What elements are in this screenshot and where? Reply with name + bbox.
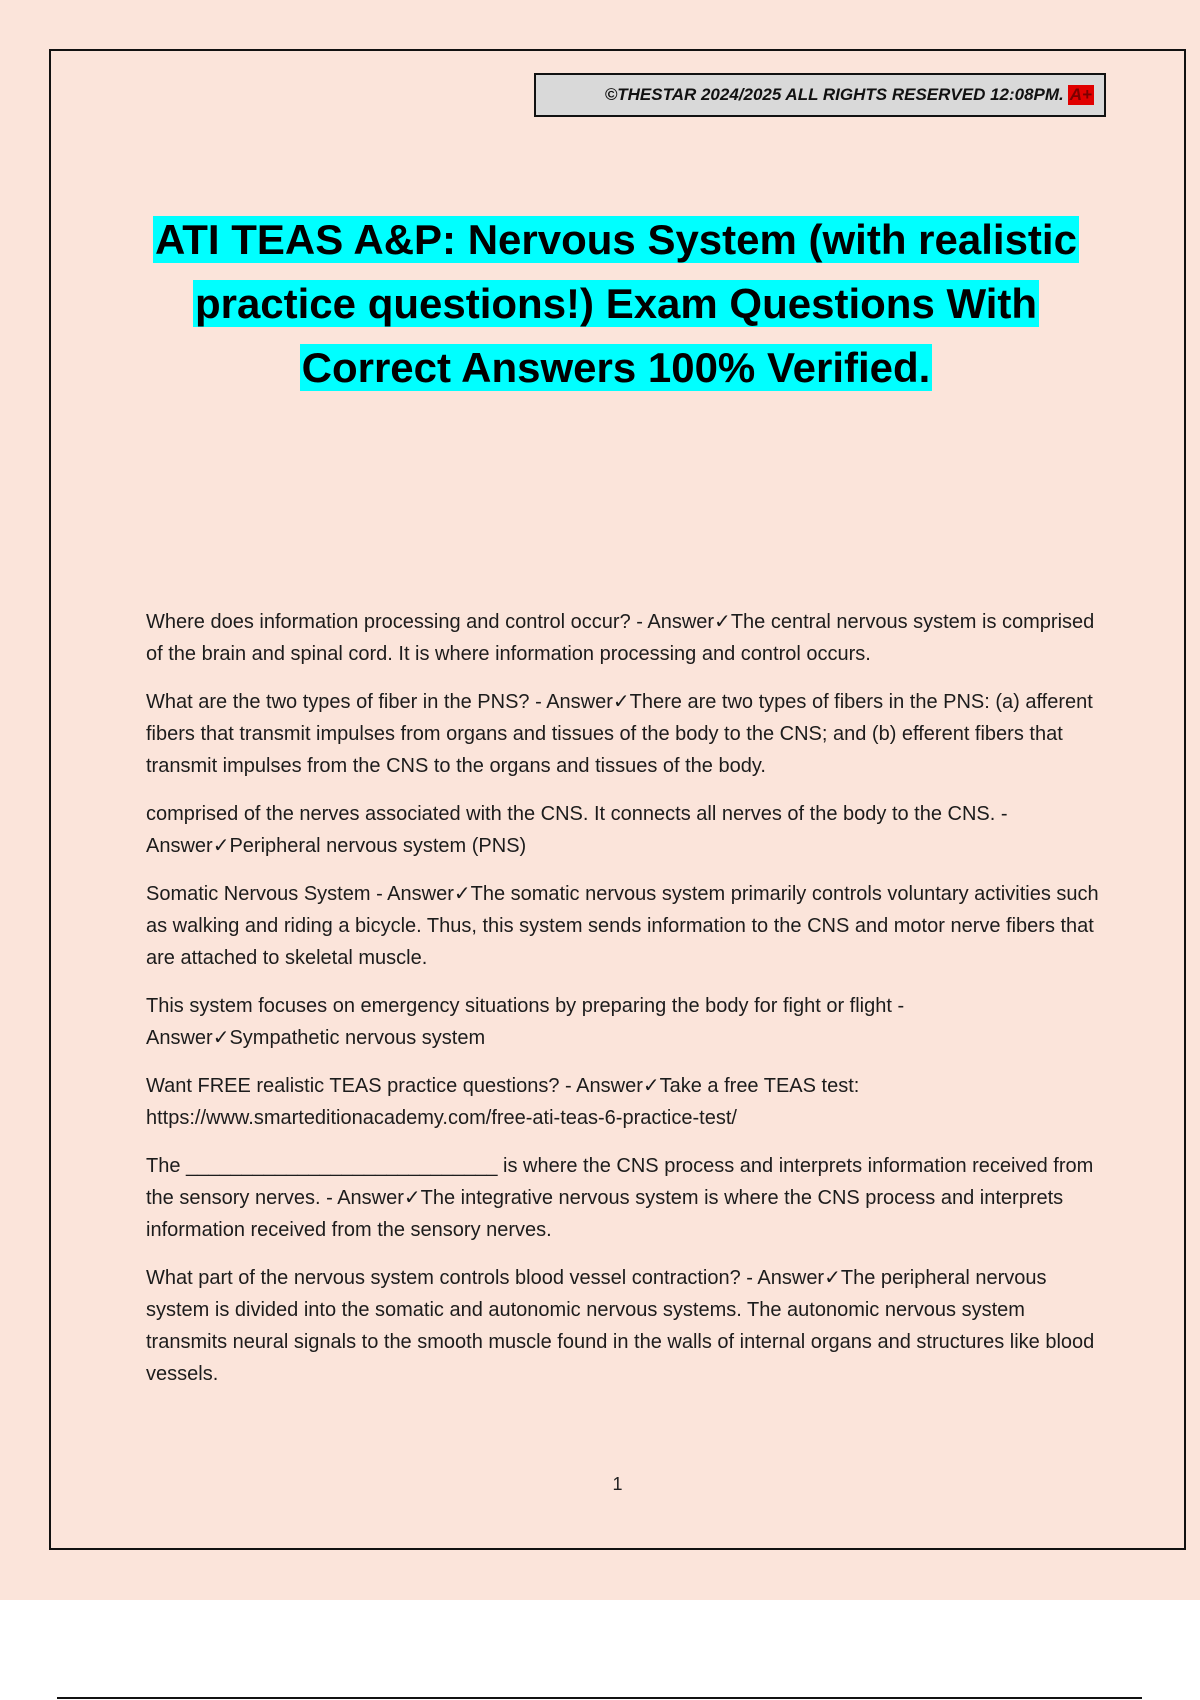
page-number: 1: [612, 1474, 623, 1494]
qa-item: What are the two types of fiber in the PNS? - Answer✓There are two types of fibers in the PNS: (a) afferent fibers that transmit impulses from organs and tissues of the body to the CNS; and (b) efferent fibers that transmit impulses from the CNS to the organs and tissues of the body.: [146, 691, 1093, 777]
qa-item: Somatic Nervous System - Answer✓The somatic nervous system primarily controls voluntary activities such as walking and riding a bicycle. Thus, this system sends information to the CNS and motor nerve fibers that are attached to skeletal muscle.: [146, 883, 1099, 969]
bottom-divider: [57, 1697, 1142, 1699]
copyright-header: [534, 73, 1106, 117]
copyright-text: ©THESTAR 2024/2025 ALL RIGHTS RESERVED 12:08PM.: [604, 85, 1064, 104]
document-title: [120, 208, 1112, 400]
qa-item: Want FREE realistic TEAS practice questions? - Answer✓Take a free TEAS test: https://www.smarteditionacademy.com/free-ati-teas-6-practice-test/: [146, 1075, 860, 1129]
qa-item: Where does information processing and control occur? - Answer✓The central nervous system is comprised of the brain and spinal cord. It is where information processing and control occurs.: [146, 611, 1095, 665]
grade-badge: A+: [1069, 85, 1092, 104]
qa-item: comprised of the nerves associated with the CNS. It connects all nerves of the body to the CNS. - Answer✓Peripheral nervous system (PNS): [146, 803, 1008, 857]
qa-item: This system focuses on emergency situations by preparing the body for fight or flight - Answer✓Sympathetic nervous system: [146, 995, 905, 1049]
qa-item: The ____________________________ is where the CNS process and interprets information received from the sensory nerves. - Answer✓The integrative nervous system is where the CNS process and interprets information received from the sensory nerves.: [146, 1155, 1094, 1241]
document-title-text: ATI TEAS A&P: Nervous System (with realistic practice questions!) Exam Questions With Correct Answers 100% Verified.: [155, 216, 1077, 391]
qa-item: What part of the nervous system controls blood vessel contraction? - Answer✓The peripheral nervous system is divided into the somatic and autonomic nervous systems. The autonomic nervous system transmits neural signals to the smooth muscle found in the walls of internal organs and structures like blood vessels.: [146, 1267, 1095, 1385]
qa-list: [146, 606, 1101, 1406]
